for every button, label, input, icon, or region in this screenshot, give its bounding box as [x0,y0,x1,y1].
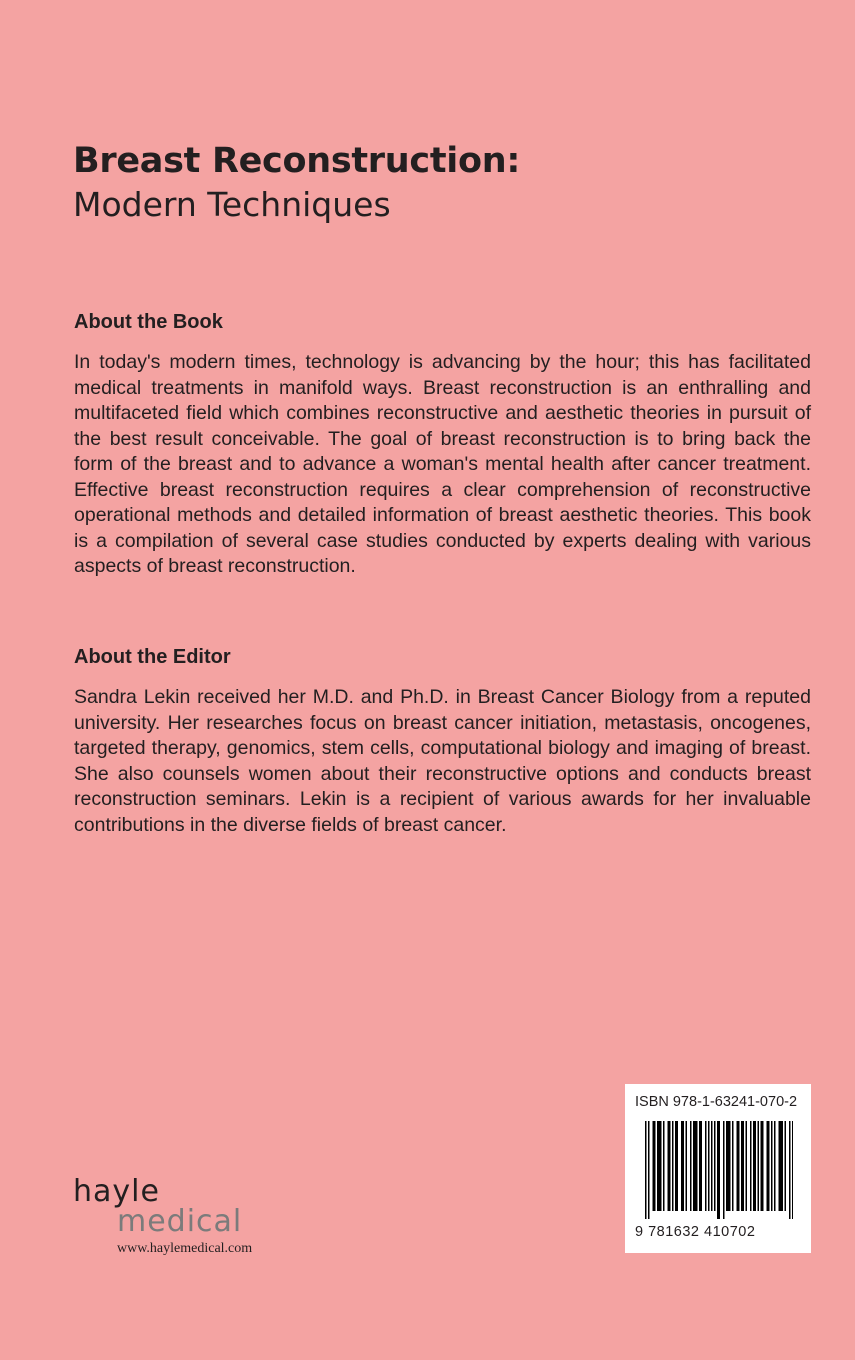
barcode-digits: 9 781632 410702 [635,1224,756,1240]
book-title: Breast Reconstruction: [73,141,521,181]
about-editor-section [74,645,811,838]
title-block [73,140,520,227]
about-editor-heading: About the Editor [74,646,231,668]
book-subtitle: Modern Techniques [73,185,391,224]
about-book-text: In today's modern times, technology is advancing by the hour; this has facilitated medical treatments in manifold ways. Breast reconstruction is an enthralling and multifaceted field which combines reconstructive and aesthetic theories in pursuit of the best result conceivable. The goal of breast reconstruction is to bring back the form of the breast and to advance a woman's mental health after cancer treatment. Effective breast reconstruction requires a clear comprehension of reconstructive operational methods and detailed information of breast aesthetic theories. This book is a compilation of several case studies conducted by experts dealing with various aspects of breast reconstruction. [74,351,811,577]
publisher-name-hayle: hayle [73,1174,160,1209]
publisher-name-medical: medical [117,1204,243,1239]
publisher-url: www.haylemedical.com [117,1241,253,1256]
isbn-barcode-box [625,1084,811,1253]
about-editor-text: Sandra Lekin received her M.D. and Ph.D. in Breast Cancer Biology from a reputed university. Her researches focus on breast cancer initiation, metastasis, oncogenes, targeted therapy, genomics, stem cells, computational biology and imaging of breast. She also counsels women about their reconstructive options and conducts breast reconstruction seminars. Lekin is a recipient of various awards for her invaluable contributions in the diverse fields of breast cancer. [74,686,811,836]
barcode-image [645,1121,793,1219]
about-book-heading: About the Book [74,311,223,333]
isbn-label: ISBN 978-1-63241-070-2 [635,1094,798,1110]
about-book-section [74,310,811,580]
publisher-logo [73,1174,253,1257]
